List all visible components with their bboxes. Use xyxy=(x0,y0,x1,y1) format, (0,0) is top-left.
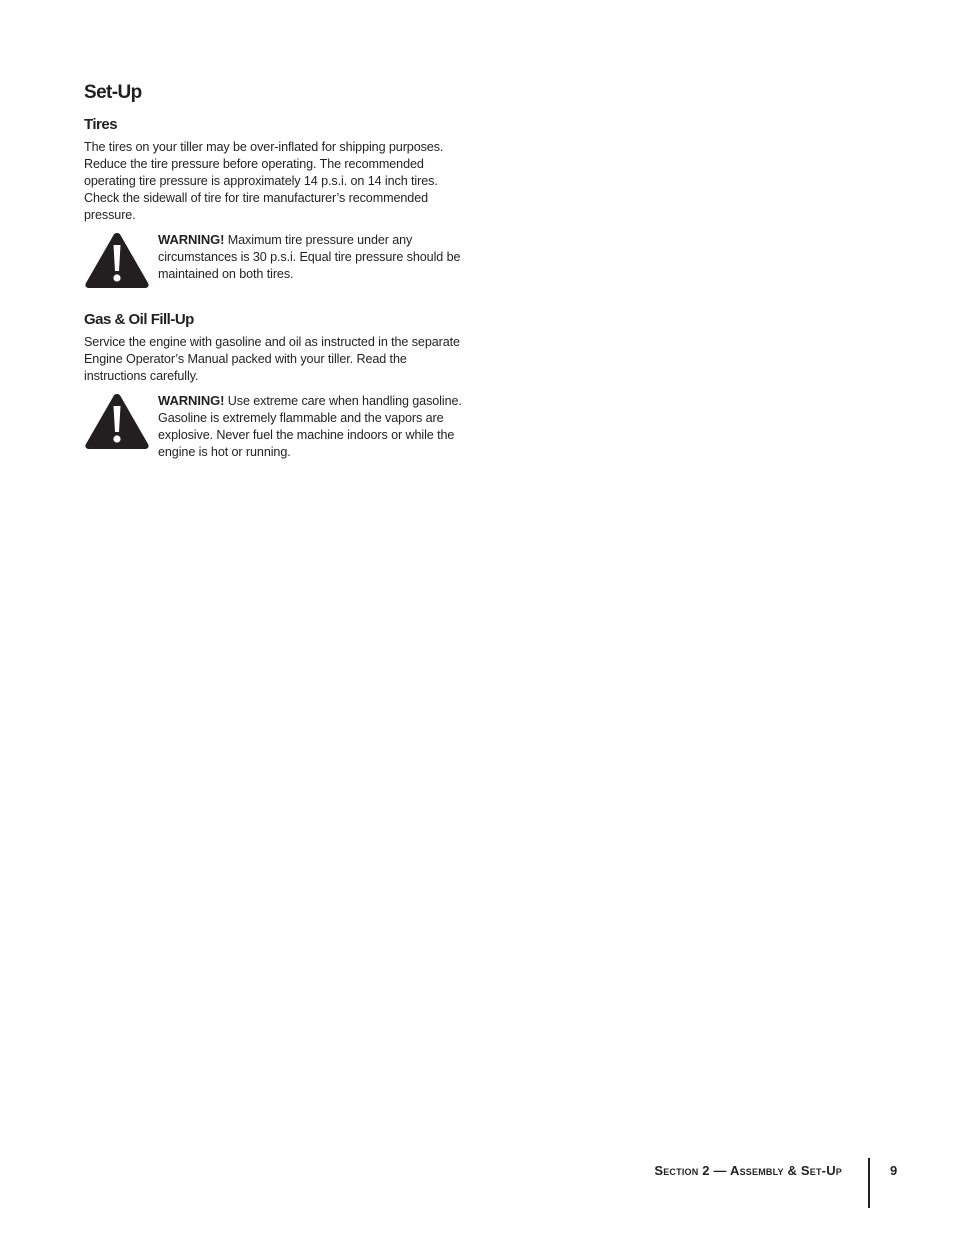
page-title: Set-Up xyxy=(84,82,142,103)
page-footer xyxy=(600,1158,910,1208)
gas-warning xyxy=(84,392,466,461)
gas-warning-text xyxy=(158,392,466,461)
warning-message: Use extreme care when handling gasoline. Gasoline is extremely flammable and the vapors are explosive. Never fuel the machine indoors or while the engine is hot or running. xyxy=(158,394,462,459)
tires-paragraph: The tires on your tiller may be over-inflated for shipping purposes. Reduce the tire pressure before operating. The recommended operating tire pressure is approximately 14 p.s.i. on 14 inch tires. Check the sidewall of tire for tire manufacturer’s recommended pressure. xyxy=(84,140,444,222)
warning-triangle-icon xyxy=(84,392,150,450)
tires-heading: Tires xyxy=(84,116,118,133)
page-number: 9 xyxy=(890,1163,898,1178)
gas-oil-paragraph: Service the engine with gasoline and oil as instructed in the separate Engine Operator’s Manual packed with your tiller. Read the instructions carefully. xyxy=(84,335,460,383)
warning-message: Maximum tire pressure under any circumstances is 30 p.s.i. Equal tire pressure should be maintained on both tires. xyxy=(158,233,461,281)
tires-warning-text xyxy=(158,231,466,283)
tires-warning xyxy=(84,231,466,289)
footer-divider xyxy=(868,1158,870,1208)
footer-section-title: Section 2 — Assembly & Set-Up xyxy=(654,1163,842,1178)
warning-label: WARNING! xyxy=(158,393,225,408)
setup-section xyxy=(84,80,466,461)
gas-oil-heading: Gas & Oil Fill-Up xyxy=(84,311,194,328)
warning-triangle-icon xyxy=(84,231,150,289)
warning-label: WARNING! xyxy=(158,232,225,247)
